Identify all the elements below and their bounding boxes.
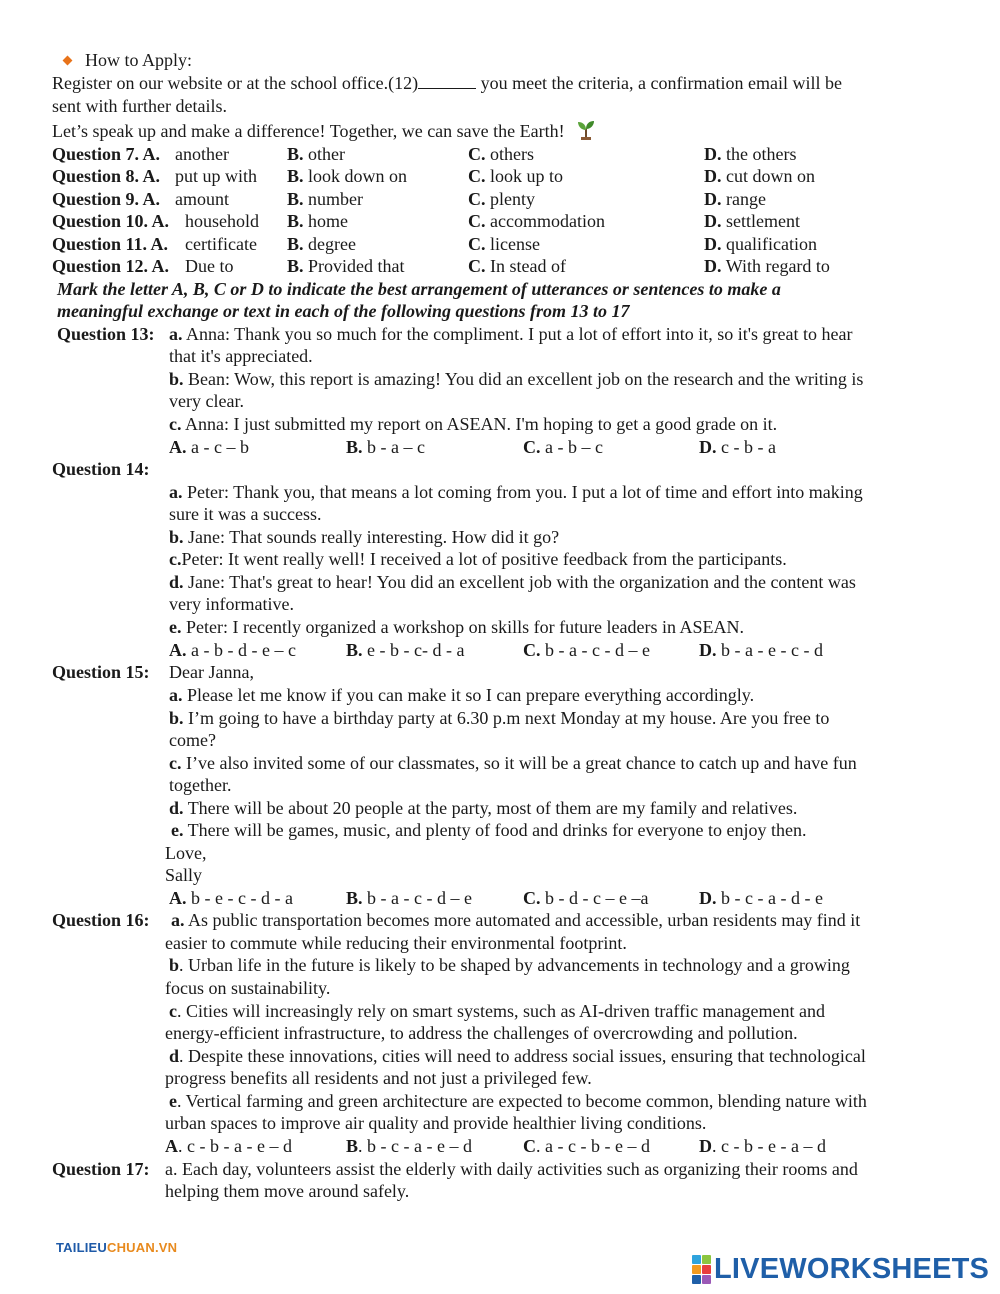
q7-option-a[interactable]: another (175, 144, 229, 164)
q14-item-c: c.Peter: It went really well! I received a lot of positive feedback from the participants. (169, 549, 787, 569)
q17-label: Question 17: (52, 1159, 150, 1179)
q13-label: Question 13: (57, 324, 155, 344)
q13-option-a[interactable]: A. a - c – b (169, 437, 249, 457)
q16-item-d: d. Despite these innovations, cities will need to address social issues, ensuring that technological (169, 1046, 866, 1066)
q11-option-b[interactable]: B. degree (287, 234, 356, 254)
q7-option-c[interactable]: C. others (468, 144, 534, 164)
q9-option-c[interactable]: C. plenty (468, 189, 535, 209)
q14-item-b: b. Jane: That sounds really interesting. How did it go? (169, 527, 560, 547)
instruction-line-1: Mark the letter A, B, C or D to indicate the best arrangement of utterances or sentences to make a (57, 279, 781, 299)
q15-item-a: a. Please let me know if you can make it so I can prepare everything accordingly. (169, 685, 755, 705)
q13-item-b: b. Bean: Wow, this report is amazing! You did an excellent job on the research and the writing is (169, 369, 864, 389)
q10-option-c[interactable]: C. accommodation (468, 211, 605, 231)
q15-option-d[interactable]: D. b - c - a - d - e (699, 888, 823, 908)
q10-option-a[interactable]: household (185, 211, 259, 231)
liveworksheets-grid-icon (692, 1255, 711, 1284)
q16-option-a[interactable]: A. c - b - a - e – d (165, 1136, 292, 1156)
q9-option-b[interactable]: B. number (287, 189, 363, 209)
q15-signature: Sally (165, 865, 203, 885)
worksheet-page: How to Apply: Register on our website or at the school office.(12) you meet the criteria, a confirmation email will be sent with further details. Let’s speak up and make a difference! Together, we can save the Earth! Question 7. A. another B. other C. others D. the others Question 8. A. put up with B. look down on C. look up to D. cut down on Question 9. A. amount B. number C. plenty D. range Question 10. A. household B. home C. accommodation D. settlement Question 11. A. certificate B. degree C. license D. qualification Question 12. A. Due to B. Provided that C. In stead of D. With regard to Mark the letter A, B, C or D to indicate the best arrangement of utterances or sentences to make a meaningful exchange or text in each of the following questions from 13 to 17 Question 13: a. Anna: Thank you so much for the compliment. I put a lot of effort into it, so it's great to hear that it's appreciated. b. Bean: Wow, this report is amazing! You did an excellent job on the research and the writing is very clear. c. Anna: I just submitted my report on ASEAN. I'm hoping to get a good grade on it. A. a - c – b B. b - a – c C. a - b – c D. c - b - a Question 14: a. Peter: Thank you, that means a lot coming from you. I put a lot of time and effort into making sure it was a success. b. Jane: That sounds really interesting. How did it go? c.Peter: It went really well! I received a lot of positive feedback from the participants. d. Jane: That's great to hear! You did an excellent job with the organization and the content was very informative. e. Peter: I recently organized a workshop on skills for future leaders in ASEAN. A. a - b - d - e – c B. e - b - c- d - a C. b - a - c - d – e D. b - a - e - c - d Question 15: Dear Janna, a. Please let me know if you can make it so I can prepare everything accordingly. b. I’m going to have a birthday party at 6.30 p.m next Monday at my house. Are you free to come? c. I’ve also invited some of our classmates, so it will be a great chance to catch up and have fun together. d. There will be about 20 people at the party, most of them are my family and relatives. e. There will be games, music, and plenty of food and drinks for everyone to enjoy then. Love, Sally A. b - e - c - d - a B. b - a - c - d – e C. b - d - c – e –a D. b - c - a - d - e Question 16: a. As public transportation becomes more automated and accessible, urban residents may find it easier to commute while reducing their environmental footprint. b. Urban life in the future is likely to be shaped by advancements in technology and a growing focus on sustainability. c. Cities will increasingly rely on smart systems, such as AI-driven traffic management and energy-efficient infrastructure, to address the challenges of overcrowding and pollution. d. Despite these innovations, cities will need to address social issues, ensuring that technological progress benefits all residents and not just a privileged few. e. Vertical farming and green architecture are expected to become common, blending nature with urban spaces to improve air quality and provide healthier living conditions. A. c - b - a - e – d B. b - c - a - e – d C. a - c - b - e – d D. c - b - e - a – d Question 17: a. Each day, volunteers assist the elderly with daily activities such as organizing their rooms and helping them move around safely. TAILIEUCHUAN.VN LIVEWORKSHEETS (52, 50, 990, 1285)
q11-option-a[interactable]: certificate (185, 234, 257, 254)
q16-option-c[interactable]: C. a - c - b - e – d (523, 1136, 650, 1156)
q17-item-a: a. Each day, volunteers assist the elderly with daily activities such as organizing their rooms and (165, 1159, 858, 1179)
q15-label: Question 15: (52, 662, 150, 682)
q15-item-e: e. There will be games, music, and plenty of food and drinks for everyone to enjoy then. (171, 820, 807, 840)
answer-blank-12[interactable] (418, 74, 476, 89)
q10-option-b[interactable]: B. home (287, 211, 349, 231)
q14-item-d: d. Jane: That's great to hear! You did an excellent job with the organization and the content was (169, 572, 856, 592)
q13-option-b[interactable]: B. b - a – c (346, 437, 425, 457)
q12-option-d[interactable]: D. With regard to (704, 256, 830, 276)
q8-option-d[interactable]: D. cut down on (704, 166, 815, 186)
how-to-apply-line-1: Register on our website or at the school office.(12) you meet the criteria, a confirmation email will be (52, 73, 842, 93)
q14-option-c[interactable]: C. b - a - c - d – e (523, 640, 650, 660)
q14-option-d[interactable]: D. b - a - e - c - d (699, 640, 823, 660)
q11-option-c[interactable]: C. license (468, 234, 540, 254)
q15-option-a[interactable]: A. b - e - c - d - a (169, 888, 293, 908)
q16-item-b: b. Urban life in the future is likely to be shaped by advancements in technology and a growing (169, 955, 850, 975)
q14-label: Question 14: (52, 459, 150, 479)
q7-option-b[interactable]: B. other (287, 144, 345, 164)
q14-option-a[interactable]: A. a - b - d - e – c (169, 640, 296, 660)
q13-option-c[interactable]: C. a - b – c (523, 437, 603, 457)
how-to-apply-heading: How to Apply: (56, 49, 192, 71)
q15-greeting: Dear Janna, (169, 662, 254, 682)
q12-option-c[interactable]: C. In stead of (468, 256, 566, 276)
q15-item-c: c. I’ve also invited some of our classmates, so it will be a great chance to catch up and have fun (169, 753, 857, 773)
q8-option-c[interactable]: C. look up to (468, 166, 564, 186)
q13-item-c: c. Anna: I just submitted my report on ASEAN. I'm hoping to get a good grade on it. (169, 414, 778, 434)
sprout-icon (575, 120, 597, 140)
q15-closing: Love, (165, 843, 207, 863)
q14-item-e: e. Peter: I recently organized a workshop on skills for future leaders in ASEAN. (169, 617, 745, 637)
q15-item-b: b. I’m going to have a birthday party at 6.30 p.m next Monday at my house. Are you free to (169, 708, 830, 728)
q14-item-a: a. Peter: Thank you, that means a lot coming from you. I put a lot of time and effort into making (169, 482, 863, 502)
q11-option-d[interactable]: D. qualification (704, 234, 817, 254)
logo-tagline-decoration (56, 1256, 177, 1262)
instruction-line-2: meaningful exchange or text in each of the following questions from 13 to 17 (57, 301, 630, 321)
q16-label: Question 16: (52, 910, 150, 930)
q8-option-b[interactable]: B. look down on (287, 166, 408, 186)
how-to-apply-line-3: Let’s speak up and make a difference! Together, we can save the Earth! (52, 120, 597, 142)
q16-option-d[interactable]: D. c - b - e - a – d (699, 1136, 826, 1156)
q16-item-c: c. Cities will increasingly rely on smart systems, such as AI-driven traffic management and (169, 1001, 826, 1021)
q9-option-d[interactable]: D. range (704, 189, 766, 209)
q16-option-b[interactable]: B. b - c - a - e – d (346, 1136, 472, 1156)
q16-item-e: e. Vertical farming and green architecture are expected to become common, blending nature with (169, 1091, 867, 1111)
q14-option-b[interactable]: B. e - b - c- d - a (346, 640, 465, 660)
liveworksheets-logo[interactable]: LIVEWORKSHEETS (692, 1254, 989, 1284)
q15-option-c[interactable]: C. b - d - c – e –a (523, 888, 649, 908)
q7-option-d[interactable]: D. the others (704, 144, 797, 164)
bullet-diamond-icon (63, 56, 73, 66)
q9-option-a[interactable]: amount (175, 189, 229, 209)
q13-item-a: a. Anna: Thank you so much for the compliment. I put a lot of effort into it, so it's great to hear (169, 324, 853, 344)
q10-option-d[interactable]: D. settlement (704, 211, 800, 231)
q8-option-a[interactable]: put up with (175, 166, 258, 186)
q15-option-b[interactable]: B. b - a - c - d – e (346, 888, 472, 908)
q12-option-b[interactable]: B. Provided that (287, 256, 405, 276)
q16-item-a: a. As public transportation becomes more automated and accessible, urban residents may find it (171, 910, 861, 930)
q15-item-d: d. There will be about 20 people at the party, most of them are my family and relatives. (169, 798, 798, 818)
q13-option-d[interactable]: D. c - b - a (699, 437, 776, 457)
how-to-apply-line-2: sent with further details. (52, 96, 227, 116)
tailieuchuan-logo: TAILIEUCHUAN.VN (56, 1240, 177, 1262)
q12-option-a[interactable]: Due to (185, 256, 234, 276)
